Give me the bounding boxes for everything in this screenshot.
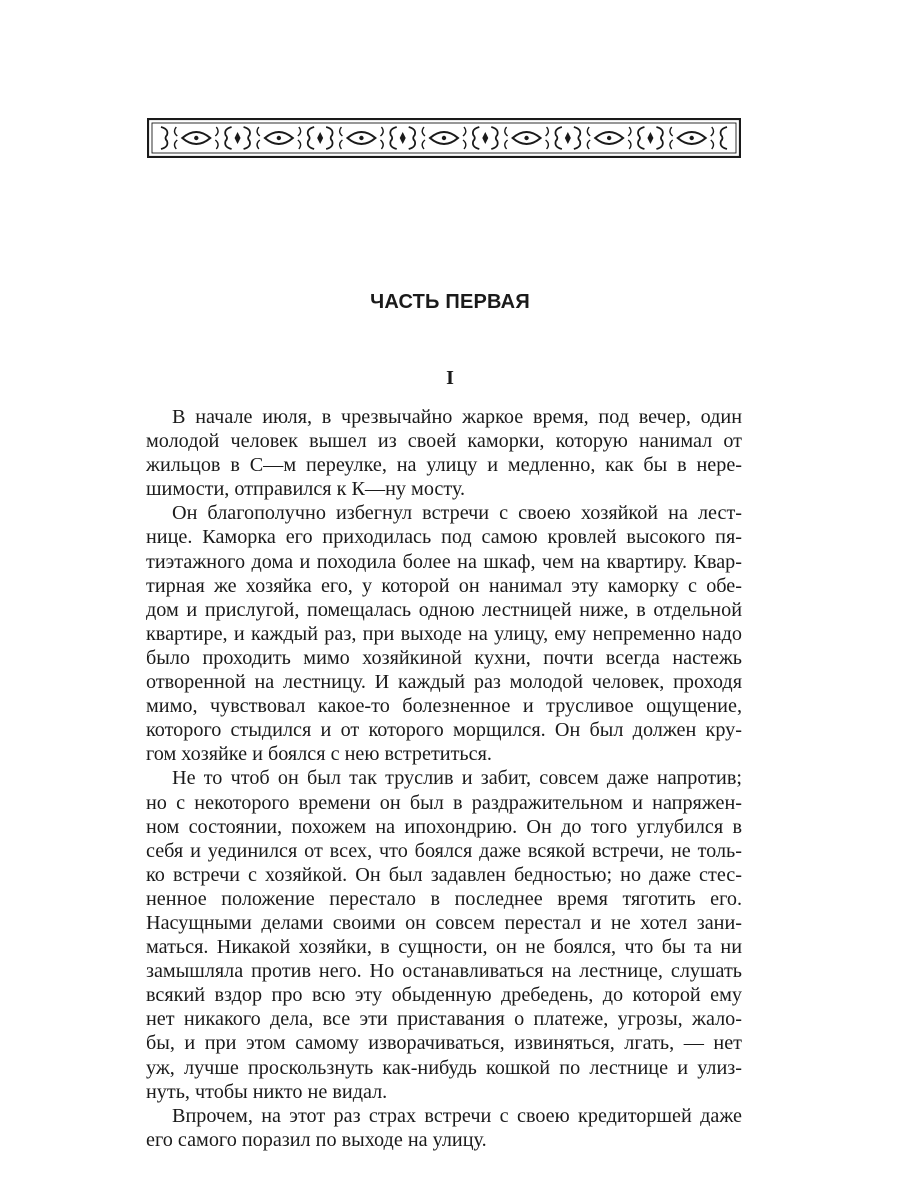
text-line: В начале июля, в чрезвычайно жаркое время, под вечер, один	[172, 406, 742, 428]
text-line: нице. Каморка его приходилась под самою кровлей высокого пя-	[146, 526, 742, 549]
text-line: квартире, и каждый раз, при выходе на улицу, ему непременно надо	[146, 622, 742, 645]
text-line: мимо, чувствовал какое-то болезненное и трусливое ощущение,	[146, 695, 742, 718]
part-title: ЧАСТЬ ПЕРВАЯ	[370, 291, 530, 313]
text-line: шимости, отправился к К—ну мосту.	[146, 478, 466, 501]
text-line: себя и уединился от всех, что боялся даже всякой встречи, не толь-	[146, 839, 742, 862]
text-line: молодой человек вышел из своей каморки, которую нанимал от	[146, 430, 742, 453]
paragraph	[146, 766, 742, 1103]
text-line: Он благополучно избегнул встречи с своею хозяйкой на лест-	[172, 502, 742, 525]
decorative-border-icon	[147, 118, 741, 158]
text-line: гом хозяйке и боялся с нею встретиться.	[146, 743, 492, 766]
text-line: тирная же хозяйка его, у которой он нанимал эту каморку с обе-	[146, 574, 742, 597]
text-line: уж, лучше проскользнуть как-нибудь кошкой по лестнице и улиз-	[146, 1056, 742, 1079]
text-line: которого стыдился и от которого морщился. Он был должен кру-	[146, 719, 742, 742]
text-line: ненное положение перестало в последнее время тяготить его.	[146, 887, 742, 910]
text-line: ном состоянии, похожем на ипохондрию. Он до того углубился в	[146, 815, 742, 838]
text-line: Насущными делами своими он совсем перестал и не хотел зани-	[146, 911, 742, 934]
text-line: было проходить мимо хозяйкиной кухни, почти всегда настежь	[146, 646, 742, 669]
text-line: бы, и при этом самому изворачиваться, извиняться, лгать, — нет	[146, 1032, 742, 1055]
chapter-text	[146, 405, 742, 1152]
text-line: дом и прислугой, помещалась одною лестницей ниже, в отдельной	[146, 598, 742, 621]
text-line: ко встречи с хозяйкой. Он был задавлен бедностью; но даже стес-	[146, 863, 742, 886]
text-line: нет никакого дела, все эти приставания о платеже, угрозы, жало-	[146, 1008, 742, 1031]
text-line: всякий вздор про всю эту обыденную дребедень, до которой ему	[146, 984, 742, 1007]
text-line: его самого поразил по выходе на улицу.	[146, 1128, 487, 1151]
text-line: отворенной на лестницу. И каждый раз молодой человек, проходя	[146, 671, 742, 694]
paragraph	[146, 405, 742, 501]
text-line: тиэтажного дома и походила более на шкаф, чем на квартиру. Квар-	[146, 550, 742, 573]
chapter-number: I	[446, 367, 454, 389]
text-line: Впрочем, на этот раз страх встречи с своею кредиторшей даже	[172, 1104, 742, 1127]
paragraph	[146, 501, 742, 766]
text-line: нуть, чтобы никто не видал.	[146, 1080, 388, 1103]
text-line: но с некоторого времени он был в раздражительном и напряжен-	[146, 791, 742, 814]
text-line: Не то чтоб он был так труслив и забит, совсем даже напротив;	[172, 767, 742, 790]
paragraph	[146, 1104, 742, 1152]
text-line: маться. Никакой хозяйки, в сущности, он не боялся, что бы та ни	[146, 936, 742, 959]
text-line: жильцов в С—м переулке, на улицу и медленно, как бы в нере-	[146, 454, 742, 477]
text-line: замышляла против него. Но останавливаться на лестнице, слушать	[146, 960, 742, 983]
